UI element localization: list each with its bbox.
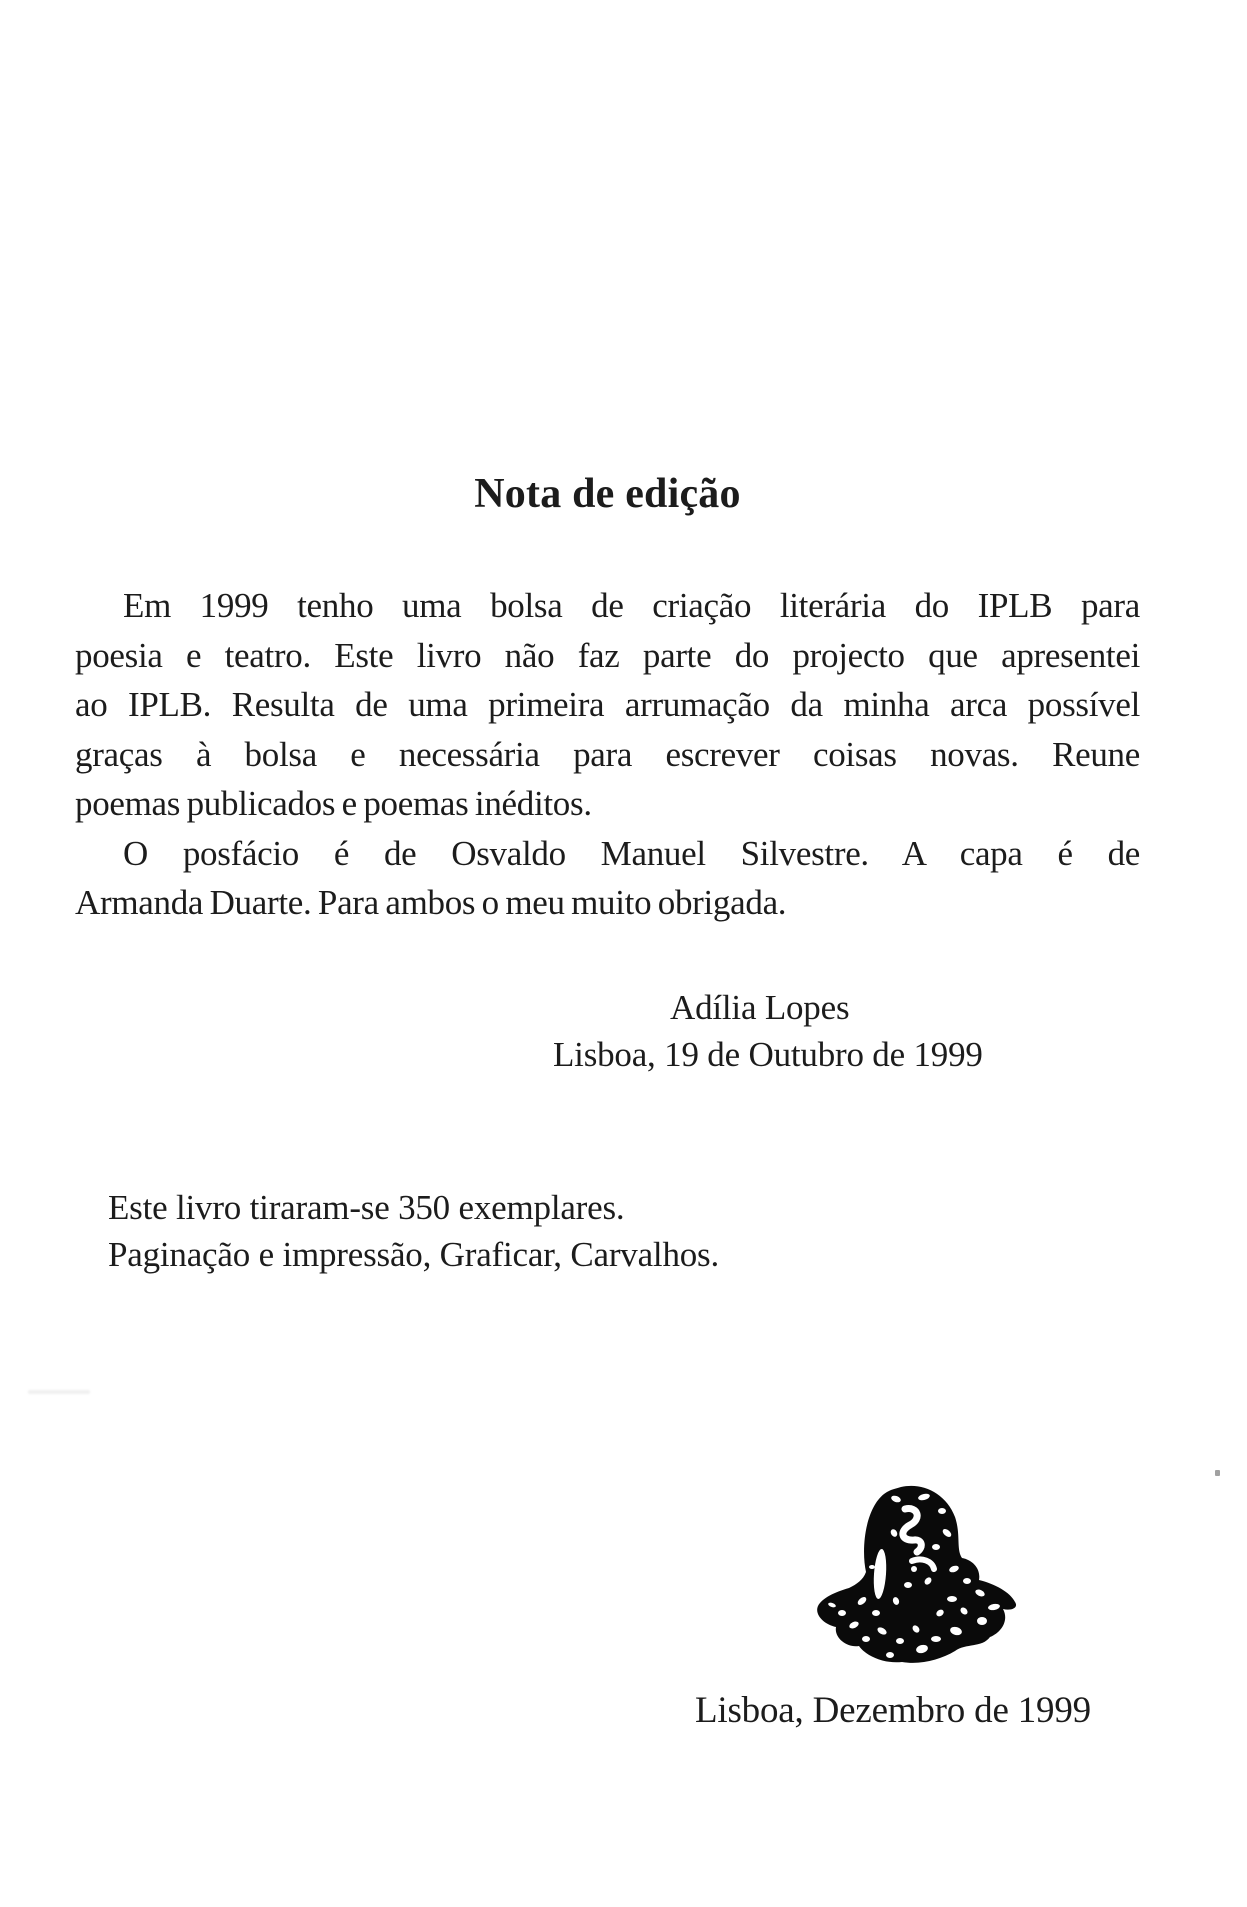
paragraph-line: poesia e teatro. Este livro não faz parte do projecto que apresentei <box>75 635 1140 675</box>
paragraph-line: Armanda Duarte. Para ambos o meu muito obrigada. <box>75 883 787 922</box>
paragraph-line: ao IPLB. Resulta de uma primeira arrumação da minha arca possível <box>75 685 1140 724</box>
paragraph-line: graças à bolsa e necessária para escrever coisas novas. Reune <box>75 734 1140 774</box>
page-title: Nota de edição <box>474 471 741 517</box>
paragraph-line: poemas publicados e poemas inéditos. <box>75 784 592 823</box>
footer-date: Lisboa, Dezembro de 1999 <box>695 1690 1091 1731</box>
signature-place-date: Lisboa, 19 de Outubro de 1999 <box>553 1035 983 1074</box>
edition-note-paragraphs <box>75 581 1140 928</box>
paper-speck <box>1215 1470 1220 1476</box>
paragraph-line: O posfácio é de Osvaldo Manuel Silvestre. A capa é de <box>123 833 1140 873</box>
paragraph-line: Em 1999 tenho uma bolsa de criação literária do IPLB para <box>123 586 1140 625</box>
colophon-print-run: Este livro tiraram-se 350 exemplares. <box>108 1188 625 1227</box>
colophon-printer: Paginação e impressão, Graficar, Carvalhos. <box>108 1235 720 1274</box>
author-signature: Adília Lopes <box>670 988 850 1027</box>
paper-smudge <box>28 1390 90 1394</box>
ink-stamp-illustration <box>804 1481 1024 1676</box>
